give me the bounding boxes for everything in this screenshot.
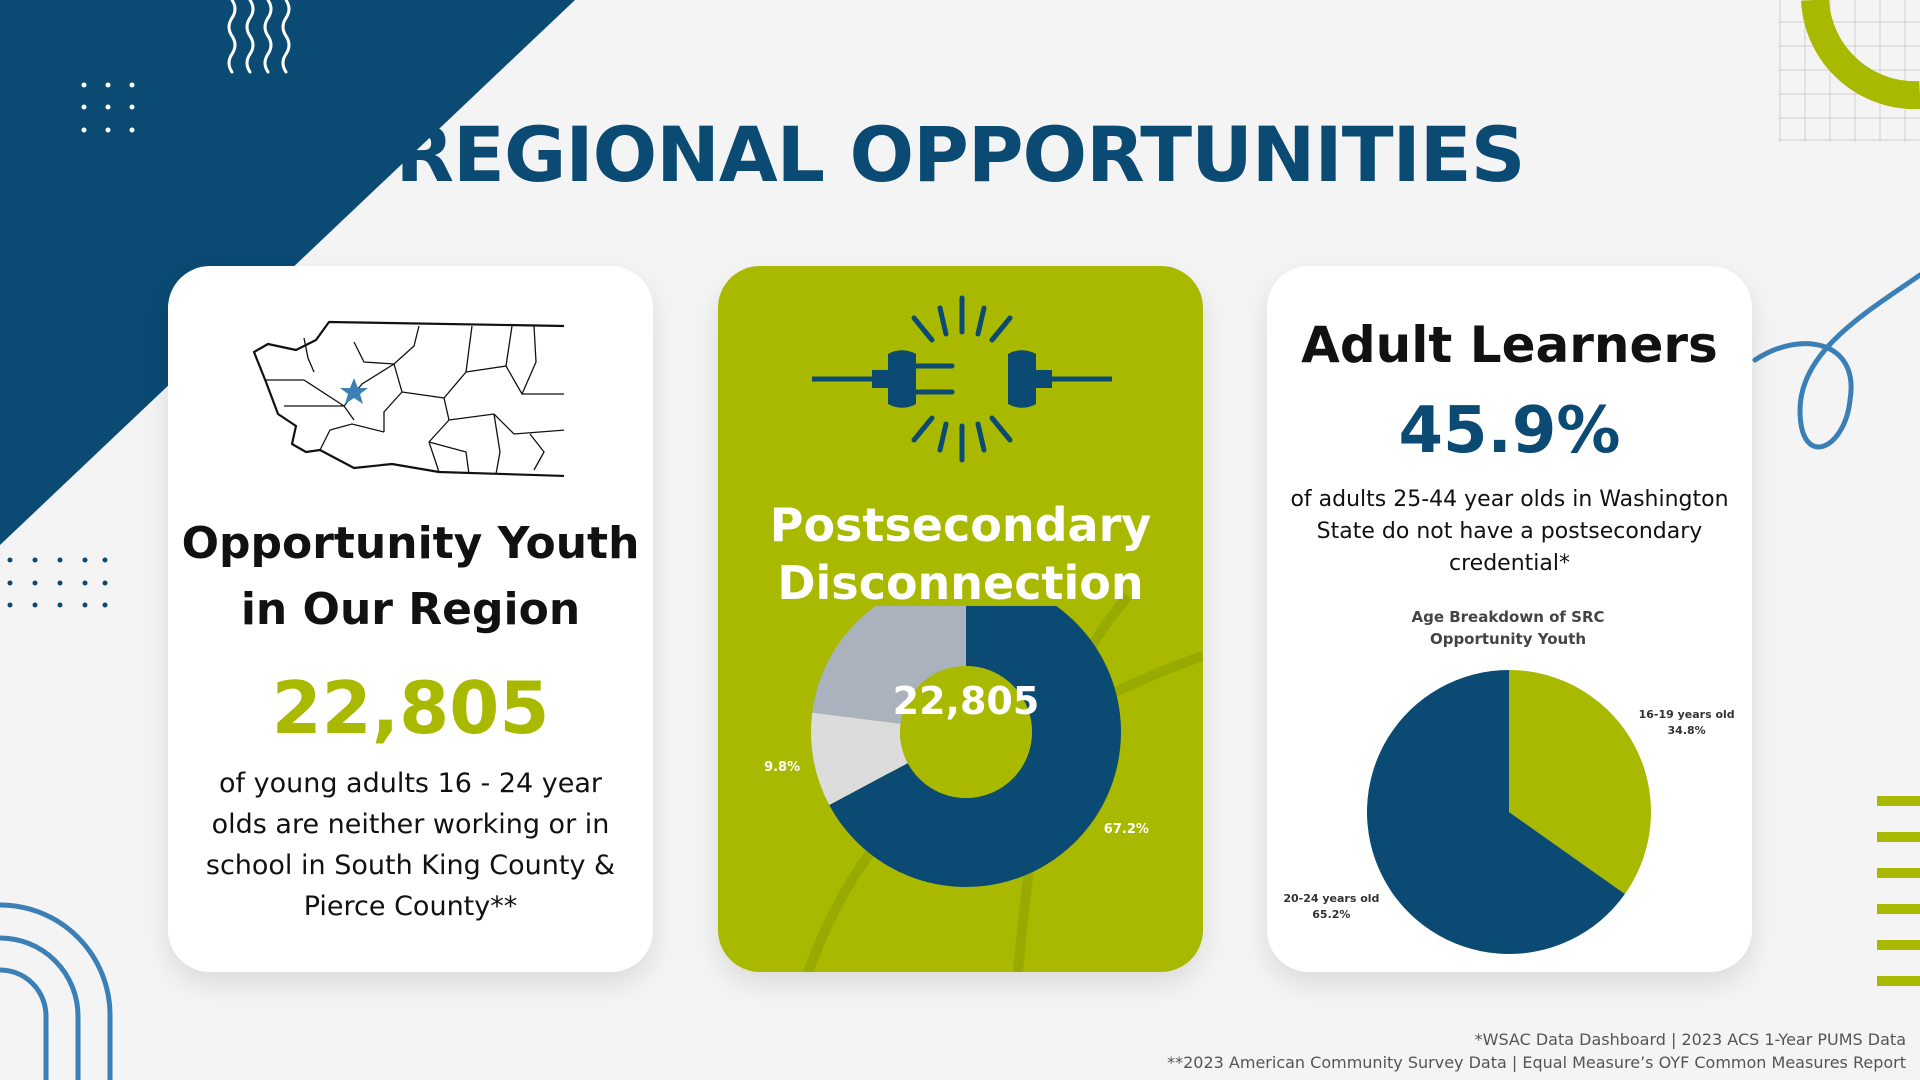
adult-description [1267, 484, 1752, 580]
footnotes [1167, 1028, 1906, 1074]
pie-title-line1: Age Breakdown of SRC [1411, 608, 1605, 626]
donut-center-label: 22,805 [892, 679, 1040, 723]
pie-label-0: 16-19 years old 34.8% [1638, 708, 1735, 738]
adult-desc-line2: State do not have a postsecondary [1316, 519, 1703, 544]
adult-desc-line1: of adults 25-44 year olds in Washington [1290, 487, 1729, 512]
donut-label-0: 67.2% [1103, 822, 1149, 838]
washington-map-icon [244, 302, 564, 492]
unplugged-plug-icon [812, 292, 1112, 472]
youth-title-line1: Opportunity Youth [181, 518, 640, 569]
adult-learners-card [1267, 266, 1752, 972]
page-title: REGIONAL OPPORTUNITIES [395, 110, 1525, 199]
footnote-1: *WSAC Data Dashboard | 2023 ACS 1-Year PUMS Data [1474, 1030, 1906, 1049]
youth-count: 22,805 [271, 666, 550, 750]
footnote-2: **2023 American Community Survey Data | Equal Measure’s OYF Common Measures Report [1167, 1053, 1906, 1072]
youth-desc-line4: Pierce County** [303, 891, 518, 922]
pie-label-1: 20-24 years old 65.2% [1283, 891, 1380, 921]
adult-percentage: 45.9% [1398, 394, 1621, 468]
youth-desc-line1: of young adults 16 - 24 year [218, 768, 603, 799]
adult-desc-line3: credential* [1449, 551, 1570, 576]
youth-desc-line2: olds are neither working or in [211, 809, 610, 840]
postsecondary-disconnection-card [718, 266, 1203, 972]
green-ring-decoration [1815, 0, 1920, 95]
dots-grid-left [8, 558, 108, 608]
green-stripes-decoration [1877, 796, 1920, 986]
youth-title-line2: in Our Region [240, 584, 581, 635]
blue-loop-decoration [1755, 275, 1920, 447]
pie-title-line2: Opportunity Youth [1429, 630, 1587, 648]
adult-card-title: Adult Learners [1301, 316, 1718, 374]
youth-card-title [168, 511, 653, 643]
concentric-arcs-decoration [0, 905, 110, 1080]
disconnection-donut-chart [718, 606, 1203, 946]
donut-label-1: 9.8% [764, 759, 801, 775]
disconnection-title-line2: Disconnection [777, 556, 1144, 610]
disconnection-title-line1: Postsecondary [769, 498, 1152, 552]
age-breakdown-pie-chart [1267, 602, 1752, 972]
opportunity-youth-card [168, 266, 653, 972]
disconnection-card-title [718, 496, 1203, 612]
youth-desc-line3: school in South King County & [205, 850, 616, 881]
youth-description [178, 763, 643, 927]
